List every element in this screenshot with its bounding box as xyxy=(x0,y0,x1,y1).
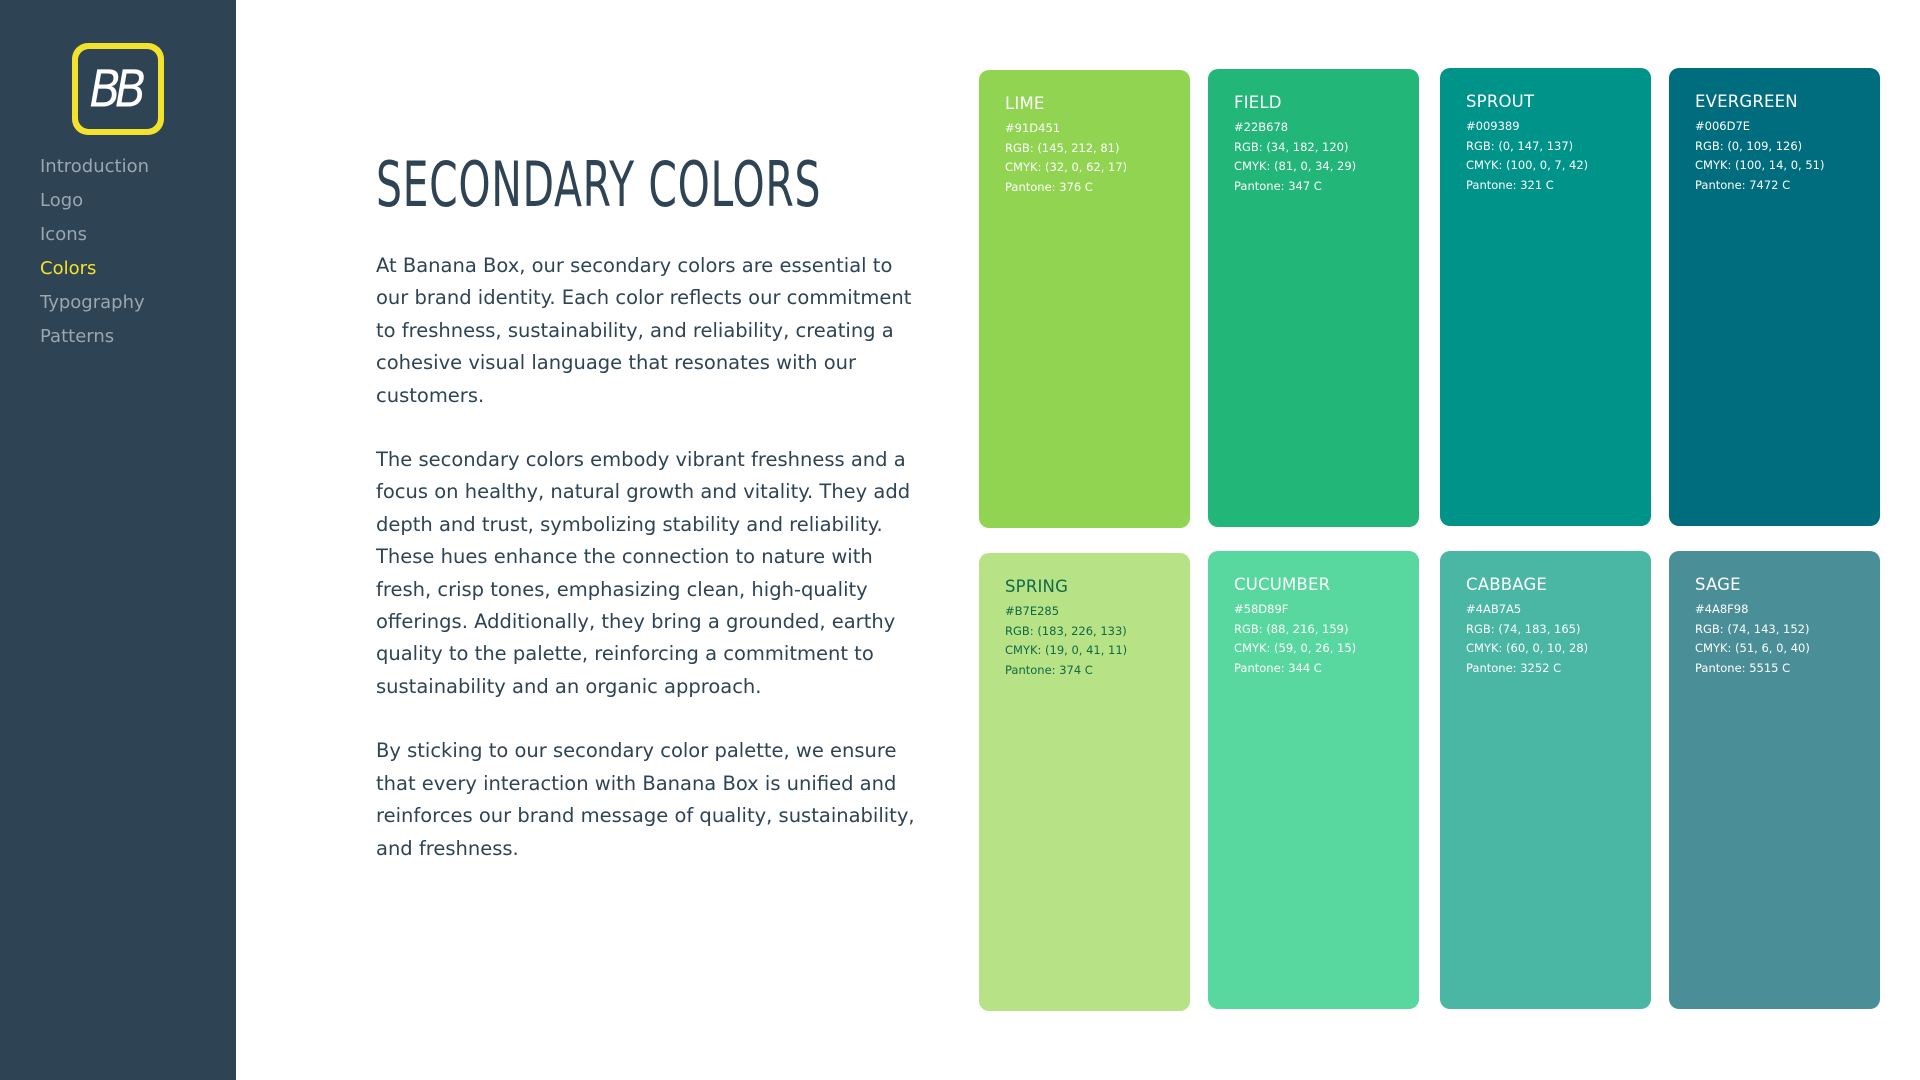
swatch-cabbage xyxy=(1440,551,1651,1009)
swatch-name: SPROUT xyxy=(1466,92,1535,111)
swatch-pantone: Pantone: 376 C xyxy=(1005,179,1093,194)
swatch-lime xyxy=(979,70,1190,528)
swatch-hex: #22B678 xyxy=(1234,120,1289,134)
swatch-name: EVERGREEN xyxy=(1695,92,1798,111)
swatch-evergreen xyxy=(1669,68,1880,526)
swatch-hex: #009389 xyxy=(1466,119,1520,133)
swatch-rgb: RGB: (0, 147, 137) xyxy=(1466,138,1574,153)
swatch-cmyk: CMYK: (100, 14, 0, 51) xyxy=(1695,158,1825,172)
swatch-name: FIELD xyxy=(1234,93,1282,112)
closing-paragraph: By sticking to our secondary color palette, we ensure that every interaction with Banana Box is unified and reinforces our brand message of quality, sustainability, and freshness. xyxy=(376,739,915,860)
swatch-sage xyxy=(1669,551,1880,1009)
swatch-name: CABBAGE xyxy=(1466,575,1548,594)
swatch-cmyk: CMYK: (60, 0, 10, 28) xyxy=(1466,641,1589,655)
swatch-pantone: Pantone: 347 C xyxy=(1234,178,1322,193)
page-title: SECONDARY COLORS xyxy=(376,148,822,221)
swatch-name: SPRING xyxy=(1005,577,1069,596)
sidebar-nav xyxy=(40,150,149,354)
swatch-cmyk: CMYK: (100, 0, 7, 42) xyxy=(1466,158,1589,172)
swatch-cmyk: CMYK: (81, 0, 34, 29) xyxy=(1234,159,1357,173)
description-paragraph: The secondary colors embody vibrant freshness and a focus on healthy, natural growth and vitality. They add depth and trust, symbolizing stability and reliability. These hues enhance the connection to nature with fresh, crisp tones, emphasizing clean, high-quality offerings. Additionally, they bring a grounded, earthy quality to the palette, reinforcing a commitment to sustainability and an organic approach. xyxy=(376,448,911,698)
swatch-hex: #B7E285 xyxy=(1005,604,1060,618)
sidebar xyxy=(0,0,236,1080)
swatch-pantone: Pantone: 344 C xyxy=(1234,660,1322,675)
swatch-pantone: Pantone: 321 C xyxy=(1466,177,1554,192)
swatch-field xyxy=(1208,69,1419,527)
swatch-hex: #91D451 xyxy=(1005,121,1061,135)
nav-item-logo[interactable]: Logo xyxy=(40,190,84,211)
nav-item-typography[interactable]: Typography xyxy=(40,292,145,313)
swatch-cmyk: CMYK: (32, 0, 62, 17) xyxy=(1005,160,1128,174)
swatch-cmyk: CMYK: (19, 0, 41, 11) xyxy=(1005,643,1128,657)
swatch-spring xyxy=(979,553,1190,1011)
swatch-hex: #4A8F98 xyxy=(1695,602,1749,616)
swatch-rgb: RGB: (34, 182, 120) xyxy=(1234,139,1349,154)
body-text xyxy=(376,250,916,897)
swatch-name: LIME xyxy=(1005,94,1045,113)
swatch-hex: #006D7E xyxy=(1695,119,1751,133)
swatch-rgb: RGB: (183, 226, 133) xyxy=(1005,623,1127,638)
banana-box-logo[interactable] xyxy=(72,43,164,135)
swatch-rgb: RGB: (88, 216, 159) xyxy=(1234,621,1349,636)
swatch-hex: #4AB7A5 xyxy=(1466,602,1522,616)
swatch-rgb: RGB: (74, 143, 152) xyxy=(1695,621,1810,636)
swatch-pantone: Pantone: 7472 C xyxy=(1695,177,1791,192)
swatch-hex: #58D89F xyxy=(1234,602,1289,616)
nav-item-colors[interactable]: Colors xyxy=(40,258,97,279)
nav-item-icons[interactable]: Icons xyxy=(40,224,88,245)
nav-item-patterns[interactable]: Patterns xyxy=(40,326,115,347)
swatch-cucumber xyxy=(1208,551,1419,1009)
swatch-name: CUCUMBER xyxy=(1234,575,1331,594)
swatch-pantone: Pantone: 5515 C xyxy=(1695,660,1791,675)
swatch-rgb: RGB: (0, 109, 126) xyxy=(1695,138,1803,153)
intro-paragraph: At Banana Box, our secondary colors are essential to our brand identity. Each color reflects our commitment to freshness, sustainability, and reliability, creating a cohesive visual language that resonates with our customers. xyxy=(376,254,912,407)
swatch-cmyk: CMYK: (59, 0, 26, 15) xyxy=(1234,641,1357,655)
nav-item-introduction[interactable]: Introduction xyxy=(40,156,150,177)
swatch-pantone: Pantone: 374 C xyxy=(1005,662,1093,677)
swatch-cmyk: CMYK: (51, 6, 0, 40) xyxy=(1695,641,1810,655)
swatch-rgb: RGB: (145, 212, 81) xyxy=(1005,140,1120,155)
swatch-rgb: RGB: (74, 183, 165) xyxy=(1466,621,1581,636)
logo-text: BB xyxy=(89,59,141,119)
swatch-sprout xyxy=(1440,68,1651,526)
swatch-pantone: Pantone: 3252 C xyxy=(1466,660,1562,675)
logo-badge xyxy=(78,49,158,129)
swatch-name: SAGE xyxy=(1695,575,1741,594)
